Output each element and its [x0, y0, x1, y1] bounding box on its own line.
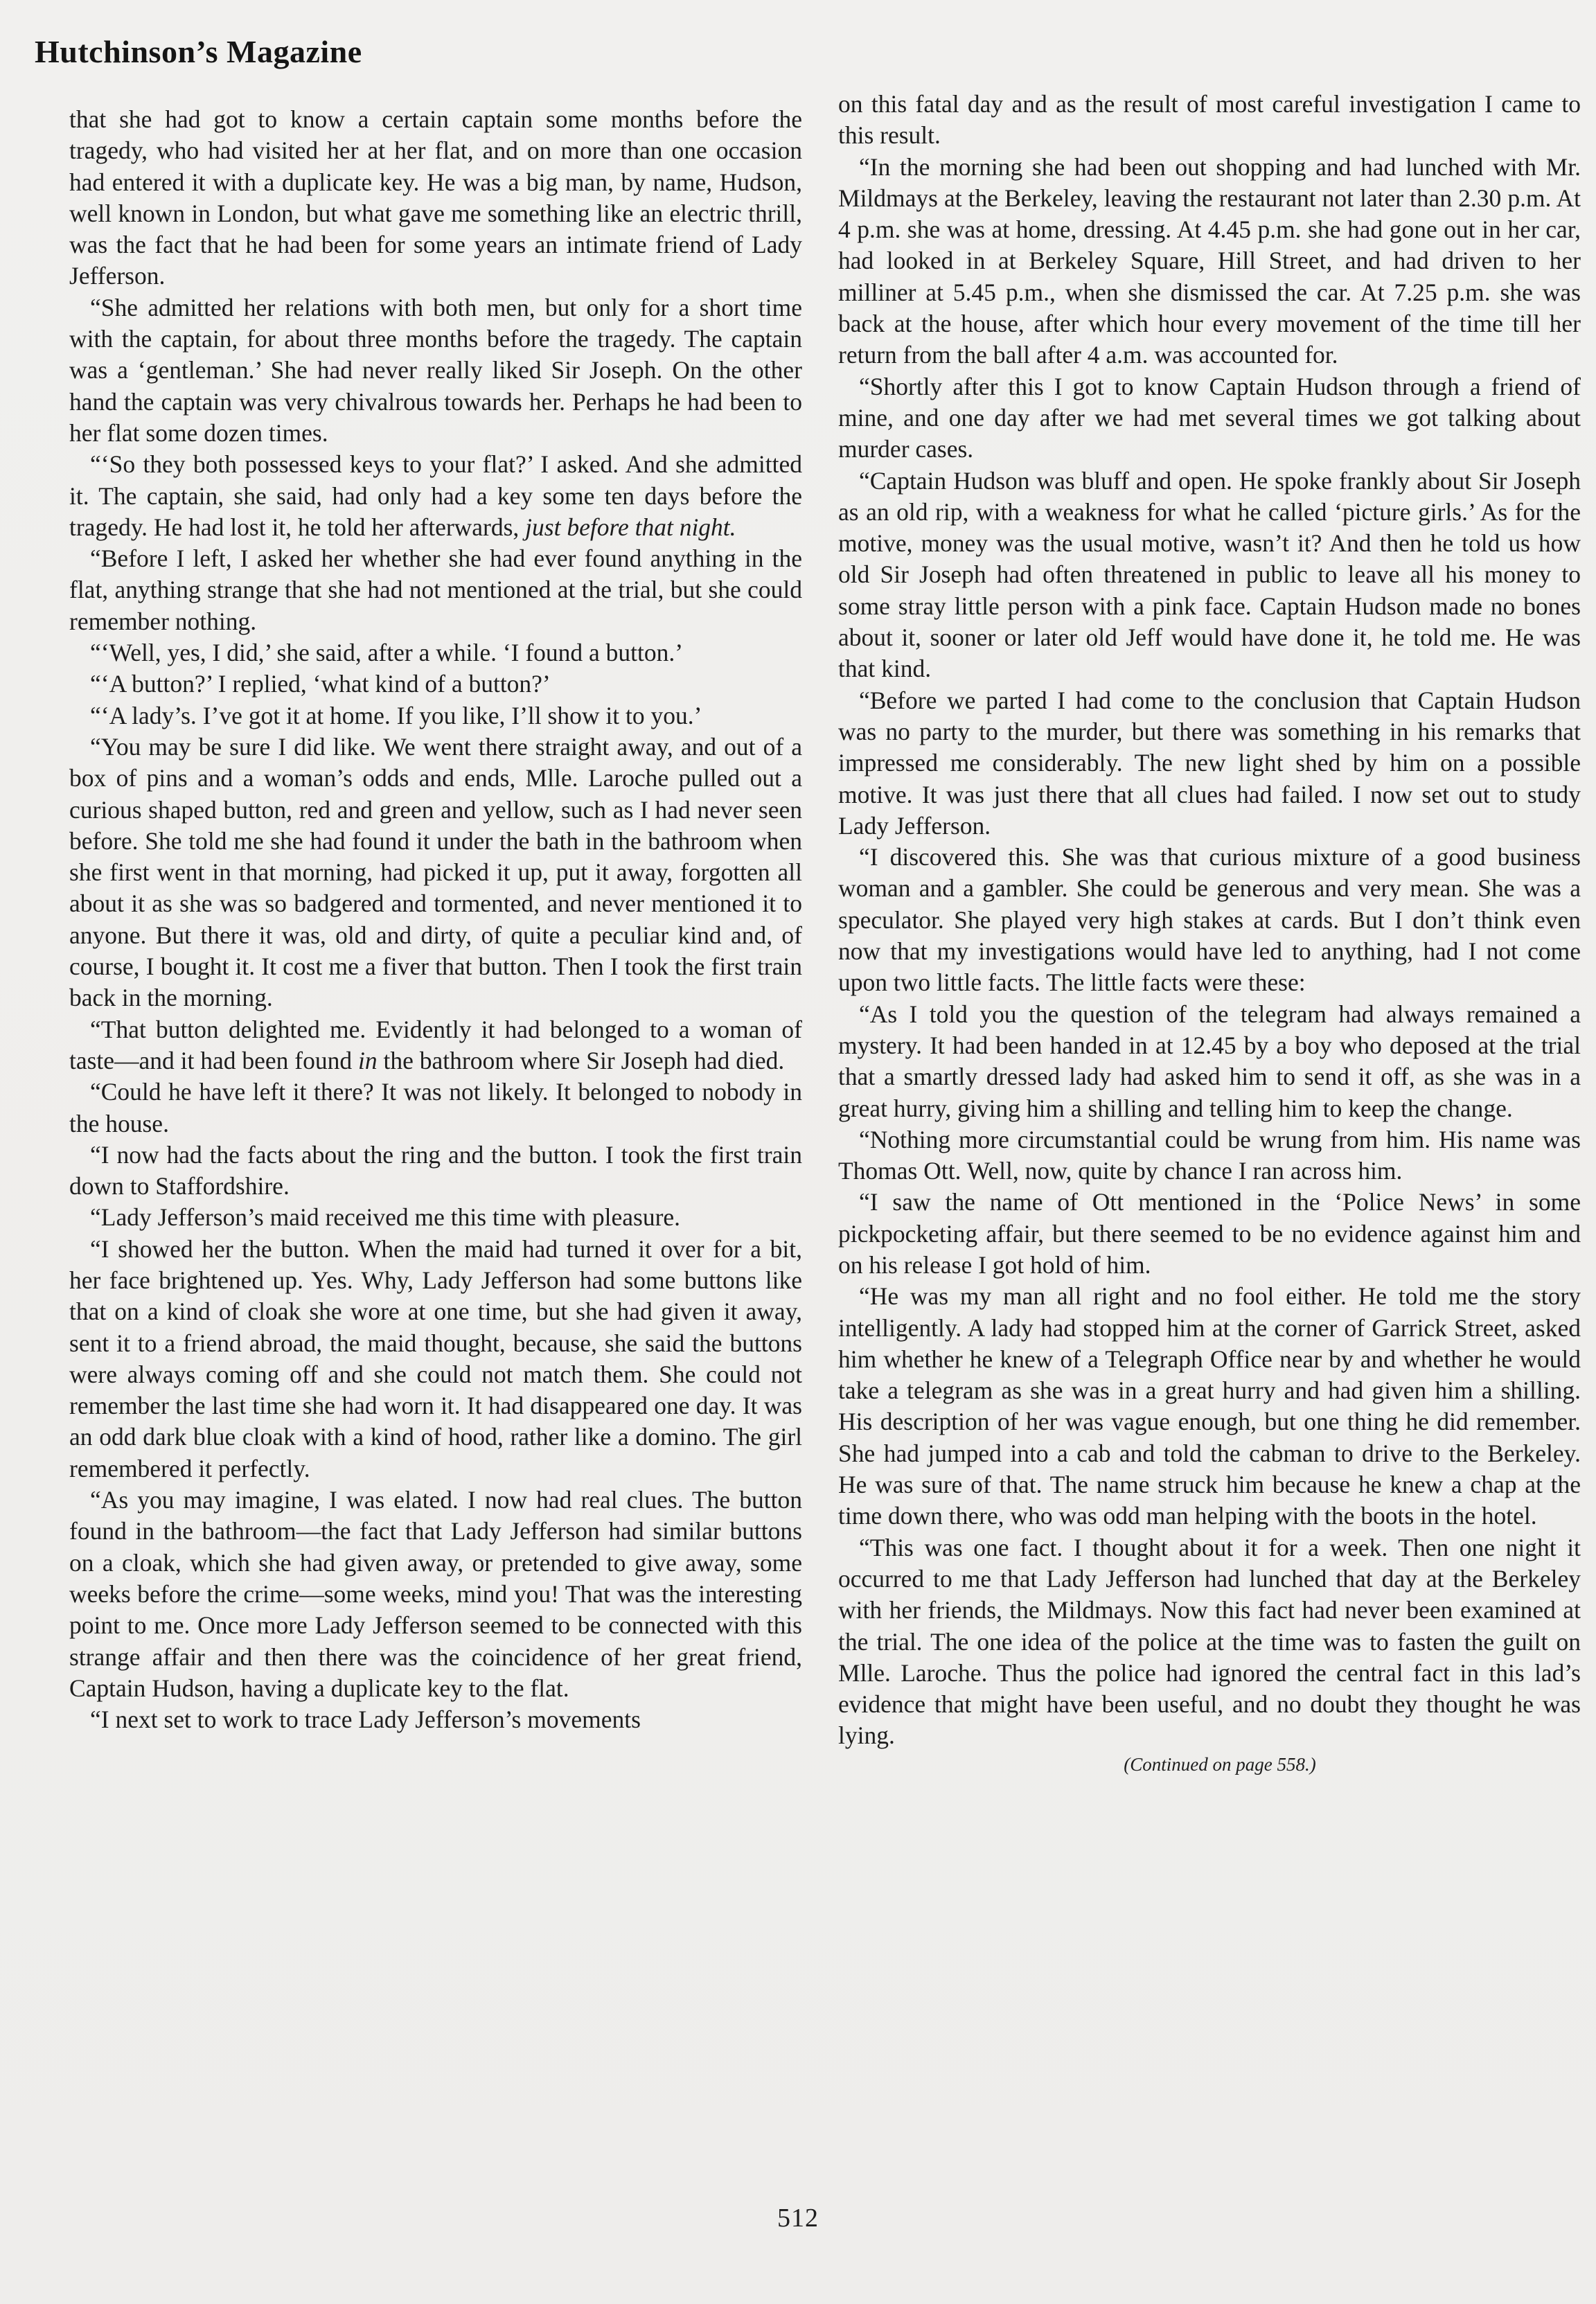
paragraph: “I showed her the button. When the maid had turned it over for a bit, her face brightened up. Yes. Why, Lady Jefferson had some buttons like that on a kind of cloak she wore at one time, but she had given it away, sent it to a friend abroad, the maid thought, because, she said the buttons were always coming off and she could not match them. She could not remember the last time she had worn it. It had disappeared one day. It was an odd dark blue cloak with a kind of hood, rather like a domino. The girl remembered it perfectly. — [69, 1234, 802, 1482]
right-column-body — [838, 89, 1581, 1752]
emphasis: just before that night. — [525, 513, 736, 541]
paragraph: “Shortly after this I got to know Captain Hudson through a friend of mine, and one day after we had met several times we got talking about murder cases. — [838, 372, 1581, 463]
paragraph: “You may be sure I did like. We went there straight away, and out of a box of pins and a woman’s odds and ends, Mlle. Laroche pulled out a curious shaped button, red and green and yellow, such as I had never seen before. She told me she had found it under the bath in the bathroom when she first went in that morning, had picked it up, put it away, forgotten all about it as she was so badgered and tormented, and never mentioned it to anyone. But there it was, old and dirty, of quite a peculiar kind and, of course, I bought it. It cost me a fiver that button. Then I took the first train back in the morning. — [69, 732, 802, 1012]
paragraph: “As you may imagine, I was elated. I now had real clues. The button found in the bathroom—the fact that Lady Jefferson had similar buttons on a cloak, which she had given away, or pretended to give away, some weeks before the crime—some weeks, mind you! That was the interesting point to me. Once more Lady Jefferson seemed to be connected with this strange affair and then there was the coincidence of her great friend, Captain Hudson, having a duplicate key to the flat. — [69, 1486, 802, 1702]
paragraph: that she had got to know a certain captain some months before the tragedy, who had visited her at her flat, and on more than one occasion had entered it with a duplicate key. He was a big man, by name, Hudson, well known in London, but what gave me something like an electric thrill, was the fact that he had been for some years an intimate friend of Lady Jefferson. — [69, 105, 802, 290]
running-header: Hutchinson’s Magazine — [35, 34, 362, 69]
right-column — [838, 89, 1581, 1777]
paragraph: “This was one fact. I thought about it for a week. Then one night it occurred to me that Lady Jefferson had lunched that day at the Berkeley with her friends, the Mildmays. Now this fact had never been examined at the trial. The one idea of the police at the time was to fasten the guilt on Mlle. Laroche. Thus the police had ignored the central fact in this lad’s evidence that might have been useful, and no doubt they thought he was lying. — [838, 1533, 1581, 1750]
paragraph: “She admitted her relations with both men, but only for a short time with the captain, for about three months before the tragedy. The captain was a ‘gentleman.’ She had never really liked Sir Joseph. On the other hand the captain was very chivalrous towards her. Perhaps he had been to her flat some dozen times. — [69, 293, 802, 447]
paragraph: “Captain Hudson was bluff and open. He spoke frankly about Sir Joseph as an old rip, with a weakness for what he called ‘picture girls.’ As for the motive, money was the usual motive, wasn’t it? And then he told us how old Sir Joseph had often threatened in public to leave all his money to some stray little person with a pink face. Captain Hudson made no bones about it, sooner or later old Jeff would have done it, he told me. He was that kind. — [838, 466, 1581, 683]
left-column — [69, 104, 802, 1735]
paragraph: “Before we parted I had come to the conclusion that Captain Hudson was no party to the murder, but there was something in his remarks that impressed me considerably. The new light shed by him on a possible motive. It was just there that all clues had failed. I now set out to study Lady Jefferson. — [838, 686, 1581, 840]
paragraph: “I discovered this. She was that curious mixture of a good business woman and a gambler. She could be generous and very mean. She was a speculator. She played very high stakes at cards. But I don’t think even now that my investigations would have led to anything, had I not come upon two little facts. The little facts were these: — [838, 843, 1581, 997]
paragraph: “Nothing more circumstantial could be wrung from him. His name was Thomas Ott. Well, now, quite by chance I ran across him. — [838, 1125, 1581, 1185]
paragraph: “He was my man all right and no fool either. He told me the story intelligently. A lady had stopped him at the corner of Garrick Street, asked him whether he knew of a Telegraph Office near by and whether he would take a telegram as she was in a great hurry and had given him a shilling. His description of her was vague enough, but one thing he did remember. She had jumped into a cab and told the cabman to drive to the Berkeley. He was sure of that. The name struck him because he knew a chap at the time down there, who was odd man helping with the boots in the hotel. — [838, 1282, 1581, 1530]
paragraph: “In the morning she had been out shopping and had lunched with Mr. Mildmays at the Berkeley, leaving the restaurant not later than 2.30 p.m. At 4 p.m. she was at home, dressing. At 4.45 p.m. she had gone out in her car, had looked in at Berkeley Square, Hill Street, and had driven to her milliner at 5.45 p.m., when she dismissed the car. At 7.25 p.m. she was back at the house, after which hour every movement of the time till her return from the ball after 4 a.m. was accounted for. — [838, 152, 1581, 369]
paragraph: “‘A lady’s. I’ve got it at home. If you like, I’ll show it to you.’ — [90, 701, 702, 729]
paragraph: “That button delighted me. Evidently it had belonged to a woman of taste—and it had been found in the bathroom where Sir Joseph had died. — [69, 1015, 802, 1074]
paragraph: “I now had the facts about the ring and the button. I took the first train down to Staffordshire. — [69, 1140, 802, 1200]
paragraph: “Could he have left it there? It was not likely. It belonged to nobody in the house. — [69, 1078, 802, 1137]
paragraph: on this fatal day and as the result of most careful investigation I came to this result. — [838, 90, 1581, 150]
paragraph: “‘A button?’ I replied, ‘what kind of a button?’ — [90, 670, 551, 698]
paragraph: “Lady Jefferson’s maid received me this time with pleasure. — [90, 1203, 681, 1232]
page-number: 512 — [777, 2204, 819, 2233]
paragraph: “I saw the name of Ott mentioned in the ‘Police News’ in some pickpocketing affair, but there seemed to be no evidence against him and on his release I got hold of him. — [838, 1188, 1581, 1279]
paragraph: “‘Well, yes, I did,’ she said, after a while. ‘I found a button.’ — [90, 639, 684, 667]
paragraph: “‘So they both possessed keys to your flat?’ I asked. And she admitted it. The captain, she said, had only had a key some ten days before the tragedy. He had lost it, he told her afterwards, just before that night. — [69, 450, 802, 541]
paragraph: “I next set to work to trace Lady Jefferson’s movements — [90, 1705, 641, 1734]
paragraph: “Before I left, I asked her whether she had ever found anything in the flat, anything strange that she had not mentioned at the trial, but she could remember nothing. — [69, 544, 802, 635]
paragraph: “As I told you the question of the telegram had always remained a mystery. It had been handed in at 12.45 by a boy who deposed at the trial that a smartly dressed lady had asked him to send it off, as she was in a great hurry, giving him a shilling and telling him to keep the change. — [838, 1000, 1581, 1122]
continuation-italic: Continued on page — [1130, 1753, 1273, 1775]
emphasis: in — [358, 1046, 378, 1074]
continuation-note: (Continued on page 558.) — [1124, 1753, 1316, 1775]
